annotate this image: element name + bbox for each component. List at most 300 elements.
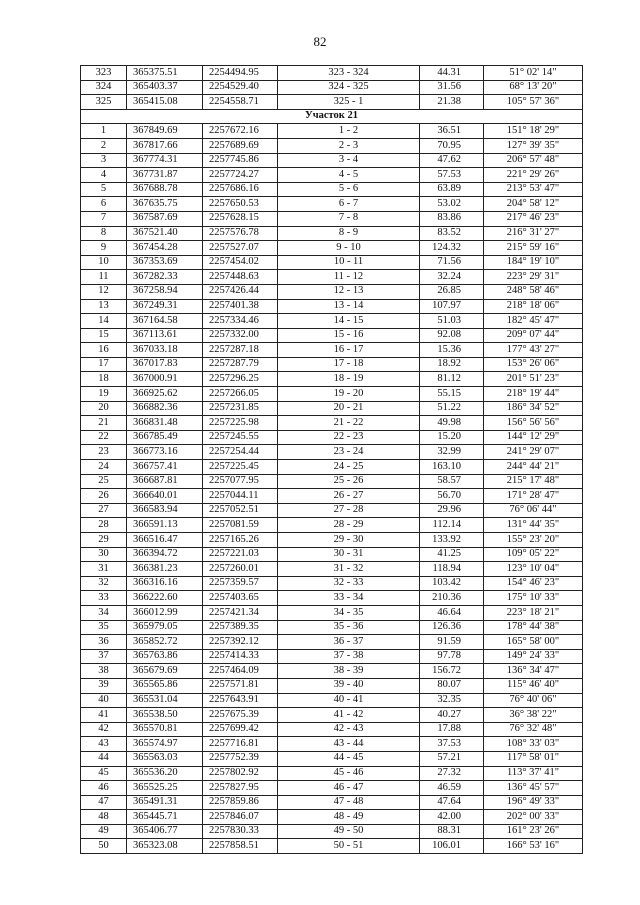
- point-number-cell: 43: [81, 737, 127, 752]
- point-number-cell: 30: [81, 547, 127, 562]
- table-row: [81, 182, 583, 197]
- y-coordinate-cell: 2257052.51: [203, 503, 278, 518]
- segment-cell: 37 - 38: [278, 649, 420, 664]
- table-row: [81, 664, 583, 679]
- bearing-cell: 105° 57' 36": [484, 95, 583, 110]
- table-row: [81, 751, 583, 766]
- coordinates-table: [80, 65, 583, 854]
- y-coordinate-cell: 2254558.71: [203, 95, 278, 110]
- bearing-cell: 154° 46' 23": [484, 576, 583, 591]
- table-row: [81, 416, 583, 431]
- point-number-cell: 28: [81, 518, 127, 533]
- segment-cell: 50 - 51: [278, 839, 420, 854]
- length-cell: 58.57: [420, 474, 484, 489]
- table-row: [81, 445, 583, 460]
- segment-cell: 5 - 6: [278, 182, 420, 197]
- x-coordinate-cell: 365563.03: [127, 751, 203, 766]
- coordinates-table-body: [81, 66, 583, 854]
- bearing-cell: 165° 58' 00": [484, 635, 583, 650]
- x-coordinate-cell: 366773.16: [127, 445, 203, 460]
- segment-cell: 324 - 325: [278, 80, 420, 95]
- bearing-cell: 244° 44' 21": [484, 460, 583, 475]
- length-cell: 70.95: [420, 138, 484, 153]
- segment-cell: 42 - 43: [278, 722, 420, 737]
- x-coordinate-cell: 365375.51: [127, 66, 203, 81]
- y-coordinate-cell: 2257628.15: [203, 211, 278, 226]
- table-row: [81, 372, 583, 387]
- bearing-cell: 215° 17' 48": [484, 474, 583, 489]
- y-coordinate-cell: 2257401.38: [203, 299, 278, 314]
- x-coordinate-cell: 367249.31: [127, 299, 203, 314]
- segment-cell: 48 - 49: [278, 810, 420, 825]
- table-row: [81, 314, 583, 329]
- bearing-cell: 217° 46' 23": [484, 211, 583, 226]
- segment-cell: 8 - 9: [278, 226, 420, 241]
- table-row: [81, 649, 583, 664]
- segment-cell: 6 - 7: [278, 197, 420, 212]
- length-cell: 44.31: [420, 66, 484, 81]
- length-cell: 51.03: [420, 314, 484, 329]
- point-number-cell: 14: [81, 314, 127, 329]
- y-coordinate-cell: 2257643.91: [203, 693, 278, 708]
- length-cell: 56.70: [420, 489, 484, 504]
- table-row: [81, 766, 583, 781]
- bearing-cell: 153° 26' 06": [484, 357, 583, 372]
- length-cell: 53.02: [420, 197, 484, 212]
- y-coordinate-cell: 2257576.78: [203, 226, 278, 241]
- point-number-cell: 11: [81, 270, 127, 285]
- table-row: [81, 95, 583, 110]
- segment-cell: 41 - 42: [278, 708, 420, 723]
- point-number-cell: 8: [81, 226, 127, 241]
- y-coordinate-cell: 2257859.86: [203, 795, 278, 810]
- table-row: [81, 795, 583, 810]
- point-number-cell: 23: [81, 445, 127, 460]
- x-coordinate-cell: 365525.25: [127, 781, 203, 796]
- y-coordinate-cell: 2257359.57: [203, 576, 278, 591]
- x-coordinate-cell: 365570.81: [127, 722, 203, 737]
- length-cell: 156.72: [420, 664, 484, 679]
- x-coordinate-cell: 365536.20: [127, 766, 203, 781]
- length-cell: 51.22: [420, 401, 484, 416]
- length-cell: 36.51: [420, 124, 484, 139]
- y-coordinate-cell: 2257421.34: [203, 605, 278, 620]
- segment-cell: 39 - 40: [278, 678, 420, 693]
- bearing-cell: 204° 58' 12": [484, 197, 583, 212]
- point-number-cell: 7: [81, 211, 127, 226]
- point-number-cell: 20: [81, 401, 127, 416]
- y-coordinate-cell: 2257260.01: [203, 562, 278, 577]
- table-row: [81, 635, 583, 650]
- x-coordinate-cell: 366583.94: [127, 503, 203, 518]
- x-coordinate-cell: 366785.49: [127, 430, 203, 445]
- length-cell: 49.98: [420, 416, 484, 431]
- x-coordinate-cell: 367635.75: [127, 197, 203, 212]
- segment-cell: 33 - 34: [278, 591, 420, 606]
- segment-cell: 21 - 22: [278, 416, 420, 431]
- length-cell: 210.36: [420, 591, 484, 606]
- x-coordinate-cell: 365979.05: [127, 620, 203, 635]
- segment-cell: 40 - 41: [278, 693, 420, 708]
- length-cell: 88.31: [420, 824, 484, 839]
- point-number-cell: 21: [81, 416, 127, 431]
- y-coordinate-cell: 2257225.98: [203, 416, 278, 431]
- length-cell: 118.94: [420, 562, 484, 577]
- point-number-cell: 16: [81, 343, 127, 358]
- length-cell: 32.24: [420, 270, 484, 285]
- point-number-cell: 19: [81, 387, 127, 402]
- y-coordinate-cell: 2257225.45: [203, 460, 278, 475]
- y-coordinate-cell: 2257827.95: [203, 781, 278, 796]
- length-cell: 163.10: [420, 460, 484, 475]
- y-coordinate-cell: 2257571.81: [203, 678, 278, 693]
- bearing-cell: 196° 49' 33": [484, 795, 583, 810]
- point-number-cell: 4: [81, 168, 127, 183]
- table-row: [81, 255, 583, 270]
- y-coordinate-cell: 2257686.16: [203, 182, 278, 197]
- y-coordinate-cell: 2257650.53: [203, 197, 278, 212]
- y-coordinate-cell: 2257675.39: [203, 708, 278, 723]
- table-row: [81, 605, 583, 620]
- x-coordinate-cell: 367017.83: [127, 357, 203, 372]
- point-number-cell: 38: [81, 664, 127, 679]
- bearing-cell: 215° 59' 16": [484, 241, 583, 256]
- bearing-cell: 68° 13' 20": [484, 80, 583, 95]
- y-coordinate-cell: 2257077.95: [203, 474, 278, 489]
- point-number-cell: 42: [81, 722, 127, 737]
- segment-cell: 44 - 45: [278, 751, 420, 766]
- bearing-cell: 131° 44' 35": [484, 518, 583, 533]
- point-number-cell: 24: [81, 460, 127, 475]
- point-number-cell: 41: [81, 708, 127, 723]
- table-row: [81, 241, 583, 256]
- point-number-cell: 45: [81, 766, 127, 781]
- length-cell: 46.64: [420, 605, 484, 620]
- segment-cell: 15 - 16: [278, 328, 420, 343]
- length-cell: 29.96: [420, 503, 484, 518]
- y-coordinate-cell: 2257846.07: [203, 810, 278, 825]
- bearing-cell: 156° 56' 56": [484, 416, 583, 431]
- y-coordinate-cell: 2257231.85: [203, 401, 278, 416]
- segment-cell: 35 - 36: [278, 620, 420, 635]
- point-number-cell: 46: [81, 781, 127, 796]
- table-row: [81, 562, 583, 577]
- segment-cell: 20 - 21: [278, 401, 420, 416]
- length-cell: 80.07: [420, 678, 484, 693]
- length-cell: 106.01: [420, 839, 484, 854]
- x-coordinate-cell: 366591.13: [127, 518, 203, 533]
- table-row: [81, 343, 583, 358]
- table-row: [81, 66, 583, 81]
- segment-cell: 30 - 31: [278, 547, 420, 562]
- segment-cell: 25 - 26: [278, 474, 420, 489]
- length-cell: 63.89: [420, 182, 484, 197]
- segment-cell: 14 - 15: [278, 314, 420, 329]
- y-coordinate-cell: 2257334.46: [203, 314, 278, 329]
- point-number-cell: 37: [81, 649, 127, 664]
- bearing-cell: 216° 31' 27": [484, 226, 583, 241]
- y-coordinate-cell: 2257332.00: [203, 328, 278, 343]
- x-coordinate-cell: 366640.01: [127, 489, 203, 504]
- y-coordinate-cell: 2257221.03: [203, 547, 278, 562]
- length-cell: 37.53: [420, 737, 484, 752]
- length-cell: 83.52: [420, 226, 484, 241]
- y-coordinate-cell: 2257245.55: [203, 430, 278, 445]
- x-coordinate-cell: 365531.04: [127, 693, 203, 708]
- table-row: [81, 693, 583, 708]
- bearing-cell: 113° 37' 41": [484, 766, 583, 781]
- x-coordinate-cell: 366012.99: [127, 605, 203, 620]
- segment-cell: 27 - 28: [278, 503, 420, 518]
- segment-cell: 32 - 33: [278, 576, 420, 591]
- bearing-cell: 182° 45' 47": [484, 314, 583, 329]
- x-coordinate-cell: 366882.36: [127, 401, 203, 416]
- x-coordinate-cell: 366831.48: [127, 416, 203, 431]
- table-row: [81, 722, 583, 737]
- point-number-cell: 3: [81, 153, 127, 168]
- y-coordinate-cell: 2257745.86: [203, 153, 278, 168]
- table-row: [81, 299, 583, 314]
- table-row: [81, 138, 583, 153]
- table-row: [81, 401, 583, 416]
- y-coordinate-cell: 2257830.33: [203, 824, 278, 839]
- x-coordinate-cell: 366925.62: [127, 387, 203, 402]
- x-coordinate-cell: 367521.40: [127, 226, 203, 241]
- segment-cell: 19 - 20: [278, 387, 420, 402]
- segment-cell: 16 - 17: [278, 343, 420, 358]
- segment-cell: 26 - 27: [278, 489, 420, 504]
- y-coordinate-cell: 2257858.51: [203, 839, 278, 854]
- table-row: [81, 781, 583, 796]
- point-number-cell: 32: [81, 576, 127, 591]
- length-cell: 17.88: [420, 722, 484, 737]
- bearing-cell: 161° 23' 26": [484, 824, 583, 839]
- bearing-cell: 108° 33' 03": [484, 737, 583, 752]
- x-coordinate-cell: 367113.61: [127, 328, 203, 343]
- bearing-cell: 218° 18' 06": [484, 299, 583, 314]
- bearing-cell: 223° 29' 31": [484, 270, 583, 285]
- bearing-cell: 223° 18' 21": [484, 605, 583, 620]
- y-coordinate-cell: 2257266.05: [203, 387, 278, 402]
- segment-cell: 28 - 29: [278, 518, 420, 533]
- length-cell: 32.35: [420, 693, 484, 708]
- y-coordinate-cell: 2257403.65: [203, 591, 278, 606]
- point-number-cell: 1: [81, 124, 127, 139]
- segment-cell: 49 - 50: [278, 824, 420, 839]
- x-coordinate-cell: 367282.33: [127, 270, 203, 285]
- y-coordinate-cell: 2254494.95: [203, 66, 278, 81]
- table-row: [81, 474, 583, 489]
- point-number-cell: 26: [81, 489, 127, 504]
- length-cell: 55.15: [420, 387, 484, 402]
- y-coordinate-cell: 2257448.63: [203, 270, 278, 285]
- x-coordinate-cell: 366381.23: [127, 562, 203, 577]
- segment-cell: 34 - 35: [278, 605, 420, 620]
- bearing-cell: 117° 58' 01": [484, 751, 583, 766]
- point-number-cell: 325: [81, 95, 127, 110]
- y-coordinate-cell: 2257699.42: [203, 722, 278, 737]
- length-cell: 41.25: [420, 547, 484, 562]
- bearing-cell: 115° 46' 40": [484, 678, 583, 693]
- x-coordinate-cell: 365679.69: [127, 664, 203, 679]
- segment-cell: 36 - 37: [278, 635, 420, 650]
- bearing-cell: 213° 53' 47": [484, 182, 583, 197]
- bearing-cell: 123° 10' 04": [484, 562, 583, 577]
- x-coordinate-cell: 367688.78: [127, 182, 203, 197]
- point-number-cell: 47: [81, 795, 127, 810]
- x-coordinate-cell: 365565.86: [127, 678, 203, 693]
- segment-cell: 2 - 3: [278, 138, 420, 153]
- segment-cell: 10 - 11: [278, 255, 420, 270]
- bearing-cell: 186° 34' 52": [484, 401, 583, 416]
- segment-cell: 31 - 32: [278, 562, 420, 577]
- length-cell: 126.36: [420, 620, 484, 635]
- x-coordinate-cell: 365574.97: [127, 737, 203, 752]
- segment-cell: 13 - 14: [278, 299, 420, 314]
- table-row: [81, 80, 583, 95]
- table-row: [81, 197, 583, 212]
- x-coordinate-cell: 365323.08: [127, 839, 203, 854]
- y-coordinate-cell: 2257802.92: [203, 766, 278, 781]
- length-cell: 83.86: [420, 211, 484, 226]
- x-coordinate-cell: 365491.31: [127, 795, 203, 810]
- table-row: [81, 839, 583, 854]
- x-coordinate-cell: 367164.58: [127, 314, 203, 329]
- segment-cell: 24 - 25: [278, 460, 420, 475]
- segment-cell: 11 - 12: [278, 270, 420, 285]
- bearing-cell: 149° 24' 33": [484, 649, 583, 664]
- table-row: [81, 328, 583, 343]
- x-coordinate-cell: 367258.94: [127, 284, 203, 299]
- point-number-cell: 13: [81, 299, 127, 314]
- x-coordinate-cell: 367849.69: [127, 124, 203, 139]
- length-cell: 27.32: [420, 766, 484, 781]
- y-coordinate-cell: 2257296.25: [203, 372, 278, 387]
- bearing-cell: 51° 02' 14": [484, 66, 583, 81]
- length-cell: 15.36: [420, 343, 484, 358]
- y-coordinate-cell: 2257527.07: [203, 241, 278, 256]
- segment-cell: 18 - 19: [278, 372, 420, 387]
- point-number-cell: 18: [81, 372, 127, 387]
- length-cell: 57.53: [420, 168, 484, 183]
- point-number-cell: 48: [81, 810, 127, 825]
- segment-cell: 1 - 2: [278, 124, 420, 139]
- bearing-cell: 241° 29' 07": [484, 445, 583, 460]
- length-cell: 26.85: [420, 284, 484, 299]
- table-row: [81, 518, 583, 533]
- point-number-cell: 40: [81, 693, 127, 708]
- table-row: [81, 503, 583, 518]
- point-number-cell: 25: [81, 474, 127, 489]
- point-number-cell: 27: [81, 503, 127, 518]
- point-number-cell: 31: [81, 562, 127, 577]
- y-coordinate-cell: 2254529.40: [203, 80, 278, 95]
- segment-cell: 7 - 8: [278, 211, 420, 226]
- length-cell: 18.92: [420, 357, 484, 372]
- table-row: [81, 153, 583, 168]
- point-number-cell: 39: [81, 678, 127, 693]
- length-cell: 32.99: [420, 445, 484, 460]
- segment-cell: 38 - 39: [278, 664, 420, 679]
- table-row: [81, 591, 583, 606]
- bearing-cell: 221° 29' 26": [484, 168, 583, 183]
- point-number-cell: 6: [81, 197, 127, 212]
- y-coordinate-cell: 2257287.18: [203, 343, 278, 358]
- segment-cell: 43 - 44: [278, 737, 420, 752]
- x-coordinate-cell: 365406.77: [127, 824, 203, 839]
- bearing-cell: 136° 34' 47": [484, 664, 583, 679]
- length-cell: 31.56: [420, 80, 484, 95]
- table-row: [81, 270, 583, 285]
- x-coordinate-cell: 366687.81: [127, 474, 203, 489]
- table-row: [81, 430, 583, 445]
- y-coordinate-cell: 2257389.35: [203, 620, 278, 635]
- point-number-cell: 36: [81, 635, 127, 650]
- x-coordinate-cell: 366316.16: [127, 576, 203, 591]
- y-coordinate-cell: 2257454.02: [203, 255, 278, 270]
- point-number-cell: 33: [81, 591, 127, 606]
- y-coordinate-cell: 2257464.09: [203, 664, 278, 679]
- bearing-cell: 206° 57' 48": [484, 153, 583, 168]
- length-cell: 124.32: [420, 241, 484, 256]
- x-coordinate-cell: 366757.41: [127, 460, 203, 475]
- point-number-cell: 22: [81, 430, 127, 445]
- length-cell: 46.59: [420, 781, 484, 796]
- point-number-cell: 50: [81, 839, 127, 854]
- x-coordinate-cell: 366222.60: [127, 591, 203, 606]
- table-row: [81, 547, 583, 562]
- length-cell: 107.97: [420, 299, 484, 314]
- segment-cell: 17 - 18: [278, 357, 420, 372]
- point-number-cell: 5: [81, 182, 127, 197]
- table-row: [81, 211, 583, 226]
- y-coordinate-cell: 2257689.69: [203, 138, 278, 153]
- point-number-cell: 49: [81, 824, 127, 839]
- y-coordinate-cell: 2257724.27: [203, 168, 278, 183]
- length-cell: 57.21: [420, 751, 484, 766]
- segment-cell: 325 - 1: [278, 95, 420, 110]
- point-number-cell: 29: [81, 533, 127, 548]
- length-cell: 133.92: [420, 533, 484, 548]
- table-row: [81, 678, 583, 693]
- bearing-cell: 202° 00' 33": [484, 810, 583, 825]
- table-row: [81, 489, 583, 504]
- bearing-cell: 36° 38' 22": [484, 708, 583, 723]
- table-row: [81, 533, 583, 548]
- length-cell: 81.12: [420, 372, 484, 387]
- page-number: 82: [313, 34, 327, 49]
- segment-cell: 45 - 46: [278, 766, 420, 781]
- bearing-cell: 184° 19' 10": [484, 255, 583, 270]
- length-cell: 15.20: [420, 430, 484, 445]
- x-coordinate-cell: 367454.28: [127, 241, 203, 256]
- point-number-cell: 9: [81, 241, 127, 256]
- section-title: Участок 21: [81, 109, 583, 124]
- length-cell: 47.62: [420, 153, 484, 168]
- segment-cell: 323 - 324: [278, 66, 420, 81]
- bearing-cell: 76° 40' 06": [484, 693, 583, 708]
- length-cell: 112.14: [420, 518, 484, 533]
- bearing-cell: 218° 19' 44": [484, 387, 583, 402]
- x-coordinate-cell: 365445.71: [127, 810, 203, 825]
- point-number-cell: 15: [81, 328, 127, 343]
- point-number-cell: 34: [81, 605, 127, 620]
- point-number-cell: 44: [81, 751, 127, 766]
- x-coordinate-cell: 367353.69: [127, 255, 203, 270]
- point-number-cell: 324: [81, 80, 127, 95]
- y-coordinate-cell: 2257414.33: [203, 649, 278, 664]
- y-coordinate-cell: 2257044.11: [203, 489, 278, 504]
